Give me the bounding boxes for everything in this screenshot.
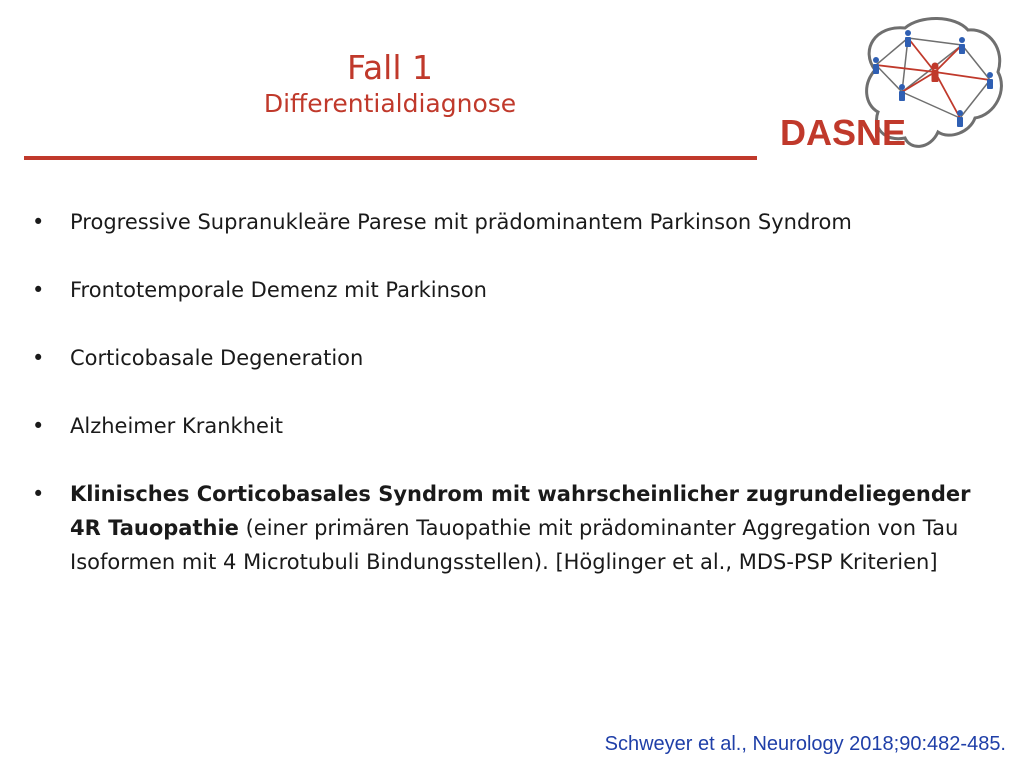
bullet-icon: •: [32, 210, 45, 234]
person-icon: [905, 30, 911, 47]
bullet-icon: •: [32, 346, 45, 370]
person-icon: [959, 37, 965, 54]
person-icon: [873, 57, 879, 74]
list-item: [30, 477, 980, 579]
person-icon: [987, 72, 993, 89]
bullet-text: Corticobasale Degeneration: [70, 346, 364, 370]
list-item: [30, 205, 980, 239]
bullet-text: (einer primären Tauopathie mit prädominanter Aggregation von Tau Isoformen mit 4 Microtubuli Bindungsstellen). [Höglinger et al., MDS-PSP Kriterien]: [70, 516, 959, 574]
bullet-icon: •: [32, 482, 45, 506]
title-divider: [24, 156, 757, 160]
brain-network-icon: [780, 10, 1010, 160]
logo-text: DASNE: [780, 112, 907, 153]
bullet-icon: •: [32, 414, 45, 438]
central-person-icon: [932, 63, 939, 83]
bullet-text: Frontotemporale Demenz mit Parkinson: [70, 278, 487, 302]
person-icon: [899, 84, 905, 101]
slide-subtitle: Differentialdiagnose: [263, 89, 517, 118]
bullet-list: [30, 205, 980, 613]
bullet-icon: •: [32, 278, 45, 302]
bullet-text: Alzheimer Krankheit: [70, 414, 284, 438]
list-item: [30, 273, 980, 307]
bullet-text: Progressive Supranukleäre Parese mit prädominantem Parkinson Syndrom: [70, 210, 852, 234]
dasne-logo: [780, 10, 1010, 160]
title-block: [190, 48, 590, 120]
list-item: [30, 409, 980, 443]
list-item: [30, 341, 980, 375]
citation: Schweyer et al., Neurology 2018;90:482-485.: [604, 733, 1006, 755]
person-icon: [957, 110, 963, 127]
slide-title: Fall 1: [347, 48, 433, 87]
bullet-bold-text: Klinisches Corticobasales Syndrom mit wahrscheinlicher zugrundeliegender 4R Tauopathie: [70, 482, 971, 540]
